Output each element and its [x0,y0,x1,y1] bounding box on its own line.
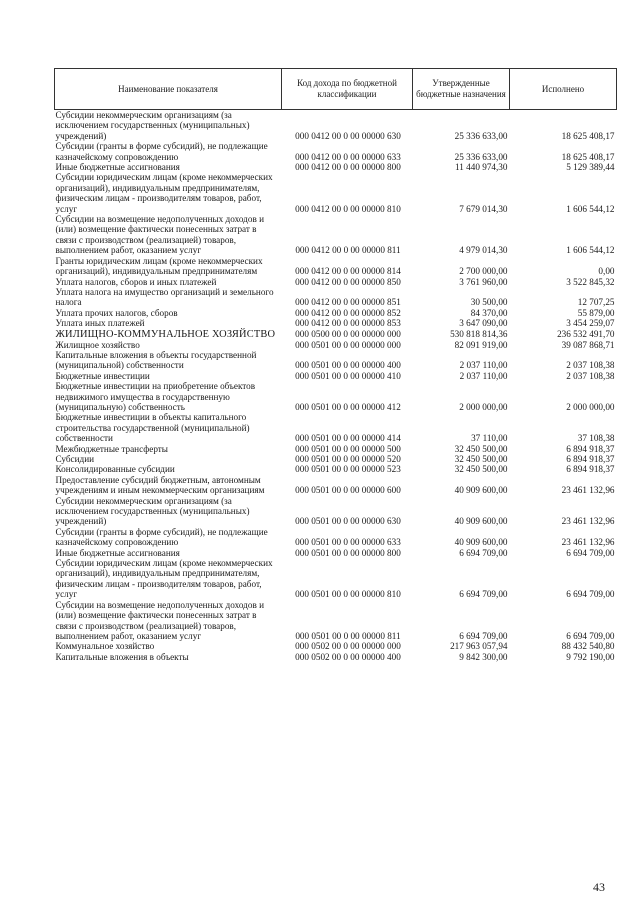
row-code-cell: 000 0501 00 0 00 00000 633 [295,537,401,548]
row-name-cell: Субсидии юридическим лицам (кроме некоммерческих организаций), индивидуальным предпринимателям, физическим лицам - производителям товаров, работ, услуг [55,558,273,600]
row-code-cell: 000 0501 00 0 00 00000 500 [295,443,401,454]
row-approved-cell: 530 818 814,36 [450,329,508,340]
table-row [55,287,617,308]
table-row [55,527,617,548]
row-executed-cell: 18 625 408,17 [561,151,615,162]
row-code-cell: 000 0501 00 0 00 00000 600 [295,485,401,496]
header-approved: Утвержденные бюджетные назначения [413,69,510,110]
row-code-cell: 000 0412 00 0 00 00000 800 [295,162,401,173]
page-number: 43 [593,880,605,894]
row-approved-cell: 7 679 014,30 [459,203,508,214]
row-name-cell: Уплата иных платежей [55,318,145,329]
table-row [55,444,617,454]
row-code-cell: 000 0501 00 0 00 00000 000 [295,339,401,350]
table-row [55,141,617,162]
row-name-cell: Уплата прочих налогов, сборов [55,307,178,318]
row-name-cell: Субсидии [55,454,95,464]
row-code-cell: 000 0412 00 0 00 00000 853 [295,318,401,329]
row-approved-cell: 6 694 709,00 [459,630,508,641]
table-row [55,475,617,496]
budget-execution-table [54,68,617,662]
row-approved-cell: 32 450 500,00 [454,443,508,454]
row-code-cell: 000 0500 00 0 00 00000 000 [295,329,401,340]
row-executed-cell: 39 087 868,71 [561,339,615,350]
row-approved-cell: 2 037 110,00 [459,370,508,381]
header-income-code: Код дохода по бюджетной классификации [282,69,413,110]
row-approved-cell: 11 440 974,30 [455,162,508,173]
table-row [55,371,617,381]
table-row [55,652,617,662]
row-name-cell: Межбюджетные трансферты [55,443,168,454]
row-approved-cell: 32 450 500,00 [454,464,508,475]
row-executed-cell: 6 694 709,00 [566,630,615,641]
row-name-cell: Предоставление субсидий бюджетным, автономным учреждениям и иным некоммерческим организациям [55,474,265,496]
row-approved-cell: 9 842 300,00 [459,651,508,662]
row-approved-cell: 3 761 960,00 [459,276,508,287]
table-row [55,641,617,651]
row-approved-cell: 2 700 000,00 [459,266,508,277]
table-row [55,318,617,328]
row-code-cell: 000 0501 00 0 00 00000 811 [295,630,401,641]
row-approved-cell: 40 909 600,00 [454,485,508,496]
row-name-cell: Бюджетные инвестиции [55,370,150,381]
row-executed-cell: 3 522 845,32 [566,276,615,287]
table-row [55,256,617,277]
table-row [55,496,617,527]
row-name-cell: Коммунальное хозяйство [55,641,155,652]
row-name-cell: Жилищное хозяйство [55,339,140,350]
row-executed-cell: 1 606 544,12 [566,203,615,214]
row-code-cell: 000 0502 00 0 00 00000 400 [295,651,401,662]
row-name-cell: Субсидии некоммерческим организациям (за исключением государственных (муниципальных) учреждений) [55,110,250,141]
row-executed-cell: 2 000 000,00 [566,401,615,412]
row-name-cell: ЖИЛИЩНО-КОММУНАЛЬНОЕ ХОЗЯЙСТВО [55,328,276,340]
row-executed-cell: 12 707,25 [577,297,615,308]
row-executed-cell: 9 792 190,00 [566,651,615,662]
row-executed-cell: 23 461 132,96 [561,537,615,548]
row-approved-cell: 2 000 000,00 [459,401,508,412]
row-code-cell: 000 0412 00 0 00 00000 851 [295,297,401,308]
row-name-cell: Субсидии (гранты в форме субсидий), не подлежащие казначейскому сопровождению [55,526,268,548]
row-name-cell: Субсидии некоммерческим организациям (за исключением государственных (муниципальных) учреждений) [55,495,250,527]
row-executed-cell: 37 108,38 [577,433,615,444]
row-executed-cell: 1 606 544,12 [566,245,615,256]
row-executed-cell: 23 461 132,96 [561,485,615,496]
table-row [55,162,617,172]
row-name-cell: Гранты юридическим лицам (кроме некоммерческих организаций), индивидуальным предпринимателям [55,255,263,277]
table-row [55,329,617,340]
row-executed-cell: 23 461 132,96 [561,516,615,527]
table-body [55,110,617,663]
row-executed-cell: 2 037 108,38 [566,370,615,381]
row-approved-cell: 30 500,00 [470,297,508,308]
row-code-cell: 000 0412 00 0 00 00000 814 [295,266,401,277]
row-approved-cell: 25 336 633,00 [454,151,508,162]
row-code-cell: 000 0501 00 0 00 00000 630 [295,516,401,527]
table-row [55,464,617,474]
row-name-cell: Иные бюджетные ассигнования [55,162,180,173]
row-name-cell: Капитальные вложения в объекты [55,651,189,662]
table-row [55,558,617,600]
row-name-cell: Уплата налогов, сборов и иных платежей [55,276,217,287]
row-code-cell: 000 0412 00 0 00 00000 810 [295,203,401,214]
row-code-cell: 000 0501 00 0 00 00000 400 [295,360,401,371]
row-executed-cell: 3 454 259,07 [566,318,615,329]
header-executed: Исполнено [510,69,617,110]
row-executed-cell: 6 894 918,37 [566,454,615,464]
table-row [55,548,617,558]
row-name-cell: Субсидии юридическим лицам (кроме некоммерческих организаций), индивидуальным предпринимателям, физическим лицам - производителям товаров, работ, услуг [55,172,273,214]
row-executed-cell: 6 694 709,00 [566,547,615,558]
table-row [55,600,617,642]
table-row [55,454,617,464]
table-row [55,308,617,318]
row-executed-cell: 5 129 389,44 [566,162,615,173]
row-approved-cell: 32 450 500,00 [454,454,508,464]
table-row [55,172,617,214]
table-row [55,381,617,412]
row-executed-cell: 0,00 [598,266,615,277]
table-row [55,277,617,287]
row-name-cell: Бюджетные инвестиции на приобретение объектов недвижимого имущества в государственную (муниципальную) собственность [55,381,256,412]
row-approved-cell: 82 091 919,00 [454,339,508,350]
row-name-cell: Субсидии на возмещение недополученных доходов и (или) возмещение фактически понесенных затрат в связи с производством (реализацией) товаров, выполнением работ, оказанием услуг [55,599,264,641]
row-code-cell: 000 0501 00 0 00 00000 410 [295,370,401,381]
row-code-cell: 000 0412 00 0 00 00000 630 [295,130,401,141]
row-approved-cell: 6 694 709,00 [459,589,508,600]
row-name-cell: Консолидированные субсидии [55,464,175,475]
row-code-cell: 000 0501 00 0 00 00000 523 [295,464,401,475]
row-approved-cell: 40 909 600,00 [454,516,508,527]
table-header-row [55,69,617,110]
row-approved-cell: 2 037 110,00 [459,360,508,371]
row-name-cell: Бюджетные инвестиции в объекты капитального строительства государственной (муниципальной) собственности [55,412,250,444]
row-approved-cell: 4 979 014,30 [459,245,508,256]
row-executed-cell: 55 879,00 [577,307,615,318]
row-approved-cell: 40 909 600,00 [454,537,508,548]
header-indicator-name: Наименование показателя [55,69,282,110]
table-row [55,110,617,142]
row-executed-cell: 236 532 491,70 [557,329,615,340]
table-row [55,340,617,350]
table-row [55,350,617,371]
table-row [55,214,617,256]
row-code-cell: 000 0501 00 0 00 00000 520 [295,454,401,464]
row-executed-cell: 18 625 408,17 [561,130,615,141]
row-name-cell: Капитальные вложения в объекты государственной (муниципальной) собственности [55,349,257,371]
row-code-cell: 000 0501 00 0 00 00000 800 [295,547,401,558]
row-code-cell: 000 0412 00 0 00 00000 811 [295,245,401,256]
row-executed-cell: 6 894 918,37 [566,443,615,454]
row-executed-cell: 6 694 709,00 [566,589,615,600]
row-code-cell: 000 0501 00 0 00 00000 414 [295,433,401,444]
row-name-cell: Субсидии на возмещение недополученных доходов и (или) возмещение фактически понесенных затрат в связи с производством (реализацией) товаров, выполнением работ, оказанием услуг [55,214,264,256]
table-row [55,412,617,443]
row-approved-cell: 6 694 709,00 [459,547,508,558]
row-code-cell: 000 0412 00 0 00 00000 633 [295,151,401,162]
row-code-cell: 000 0412 00 0 00 00000 850 [295,276,401,287]
row-approved-cell: 217 963 057,94 [450,641,508,652]
row-code-cell: 000 0502 00 0 00 00000 000 [295,641,401,652]
row-approved-cell: 37 110,00 [471,433,508,444]
row-approved-cell: 25 336 633,00 [454,130,508,141]
row-code-cell: 000 0501 00 0 00 00000 412 [295,401,401,412]
row-executed-cell: 6 894 918,37 [566,464,615,475]
row-approved-cell: 3 647 090,00 [459,318,508,329]
row-executed-cell: 88 432 540,80 [561,641,615,652]
row-code-cell: 000 0412 00 0 00 00000 852 [295,307,401,318]
row-name-cell: Иные бюджетные ассигнования [55,547,180,558]
row-executed-cell: 2 037 108,38 [566,360,615,371]
row-name-cell: Уплата налога на имущество организаций и земельного налога [55,286,274,308]
row-approved-cell: 84 370,00 [470,307,508,318]
row-name-cell: Субсидии (гранты в форме субсидий), не подлежащие казначейскому сопровождению [55,141,268,162]
row-code-cell: 000 0501 00 0 00 00000 810 [295,589,401,600]
